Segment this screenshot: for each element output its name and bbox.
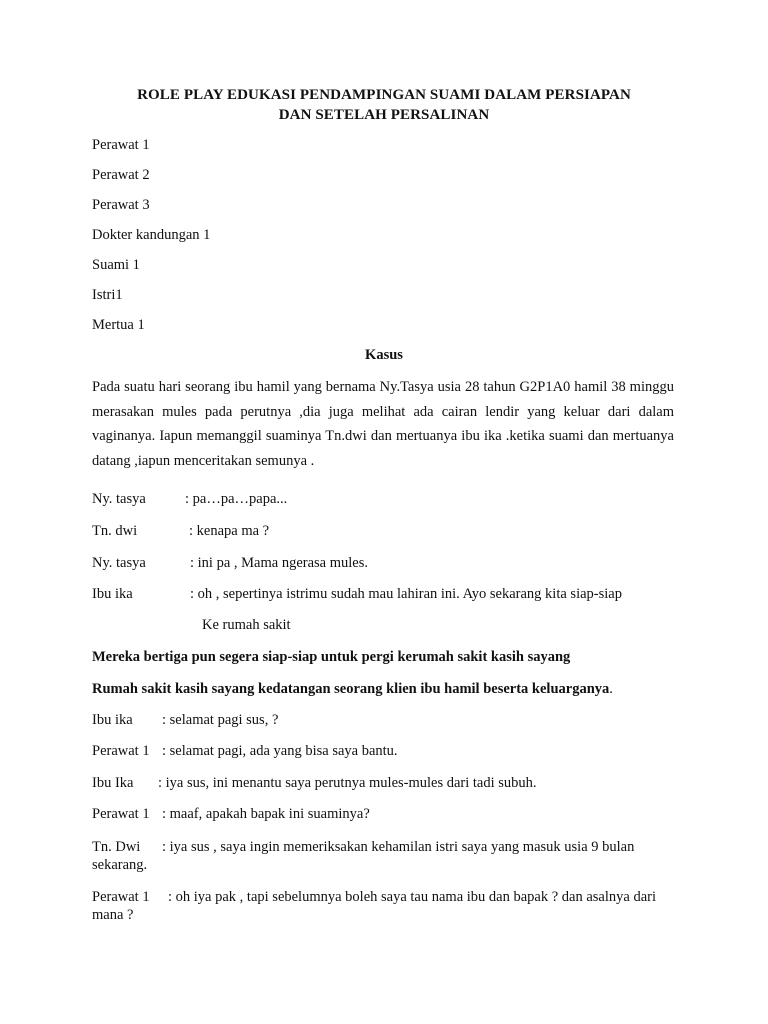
speaker: Ibu Ika [92,775,134,791]
utterance: : oh iya pak , tapi sebelumnya boleh saya tau nama ibu dan bapak ? dan asalnya dari mana ? [92,889,657,923]
cast-item: Perawat 3 [92,197,150,213]
kasus-paragraph: Pada suatu hari seorang ibu hamil yang bernama Ny.Tasya usia 28 tahun G2P1A0 hamil 38 minggu merasakan mules pada perutnya ,dia juga melihat ada cairan lendir yang keluar dari dalam vaginanya. Iapun memanggil suaminya Tn.dwi dan mertuanya ibu ika .ketika suami dan mertuanya datang ,iapun menceritakan semunya . [92,379,674,469]
speaker: Perawat 1 [92,889,150,905]
speaker: Ny. tasya [92,555,146,571]
utterance: : selamat pagi sus, ? [162,712,279,728]
speaker: Ibu ika [92,586,133,602]
utterance: : oh , sepertinya istrimu sudah mau lahiran ini. Ayo sekarang kita siap-siap [190,586,622,602]
kasus-heading: Kasus [365,347,403,363]
utterance: : kenapa ma ? [189,523,270,539]
speaker: Perawat 1 [92,743,150,759]
doc-title-line2: DAN SETELAH PERSALINAN [278,107,490,123]
cast-item: Suami 1 [92,257,140,273]
speaker: Ibu ika [92,712,133,728]
cast-item: Dokter kandungan 1 [92,227,211,243]
narration-bold-text: Rumah sakit kasih sayang kedatangan seorang klien ibu hamil beserta keluarganya [92,681,610,697]
dialog-line-wrapped [92,888,682,924]
dialog-line [92,743,398,760]
utterance: : maaf, apakah bapak ini suaminya? [162,806,370,822]
narration-bold: Mereka bertiga pun segera siap-siap untuk pergi kerumah sakit kasih sayang [92,649,571,665]
dialog-line [92,712,278,729]
speaker: Tn. dwi [92,523,138,539]
utterance: : selamat pagi, ada yang bisa saya bantu. [162,743,398,759]
narration-period: . [609,681,613,697]
dialog-line [92,806,370,823]
doc-title-line1: ROLE PLAY EDUKASI PENDAMPINGAN SUAMI DALAM PERSIAPAN [137,87,631,103]
speaker: Ny. tasya [92,491,146,507]
speaker: Tn. Dwi [92,839,141,855]
cast-item: Mertua 1 [92,317,145,333]
utterance: : iya sus, ini menantu saya perutnya mules-mules dari tadi subuh. [158,775,537,791]
dialog-line [92,555,368,572]
cast-item: Perawat 2 [92,167,150,183]
cast-item: Istri1 [92,287,123,303]
speaker: Perawat 1 [92,806,150,822]
utterance: : pa…pa…papa... [185,491,288,507]
dialog-line [92,775,537,792]
dialog-line [92,523,269,540]
utterance: : ini pa , Mama ngerasa mules. [190,555,368,571]
dialog-line-wrapped [92,838,682,874]
cast-item: Perawat 1 [92,137,150,153]
narration-bold [92,681,613,698]
dialog-line [92,586,622,603]
utterance-continuation: Ke rumah sakit [202,617,291,633]
utterance: : iya sus , saya ingin memeriksakan kehamilan istri saya yang masuk usia 9 bulan sekarang. [92,839,635,873]
dialog-line [92,491,287,508]
